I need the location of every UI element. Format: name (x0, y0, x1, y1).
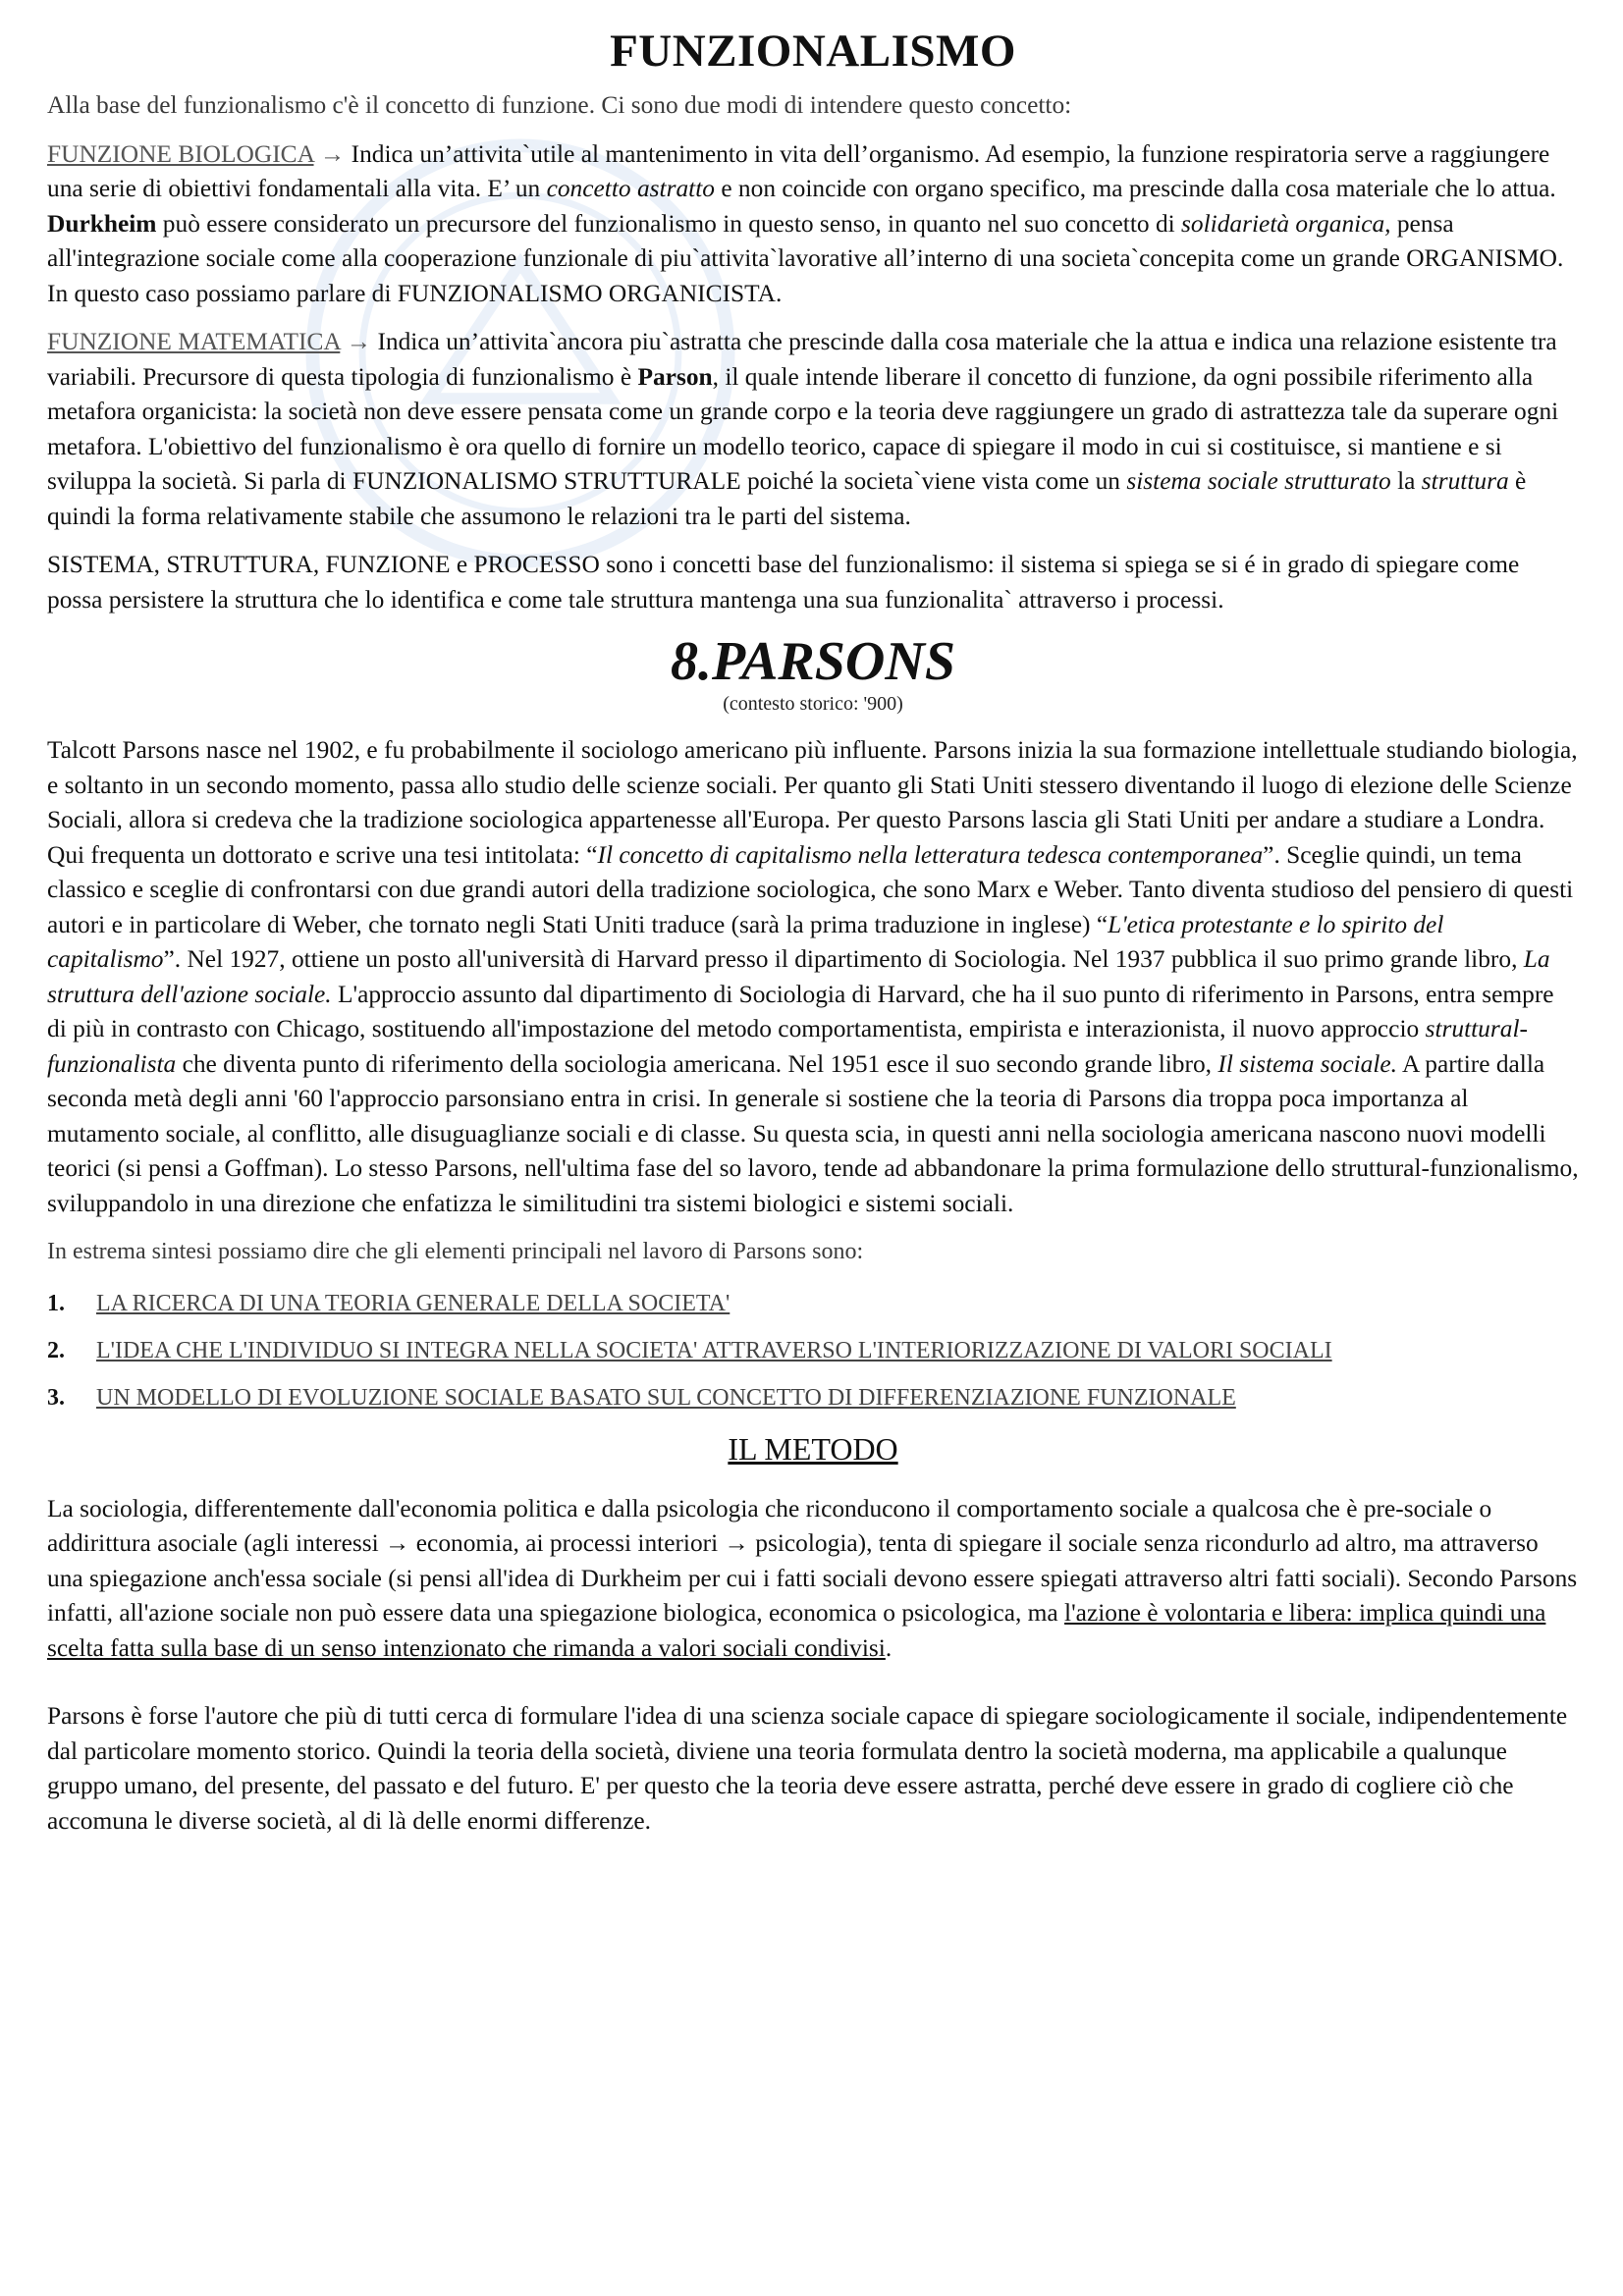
list-item-number: 1. (47, 1290, 65, 1316)
intro-paragraph: Alla base del funzionalismo c'è il concetto di funzione. Ci sono due modi di intendere questo concetto: (47, 91, 1072, 119)
list-item (47, 1335, 1579, 1367)
mathematical-function-paragraph: FUNZIONE MATEMATICA → Indica un’attivita`ancora piu`astratta che prescinde dalla cosa materiale che la attua e indica una relazione esistente tra variabili. Precursore di questa tipologia di funzionalismo è Parson, il quale intende liberare il concetto di funzione, da ogni possibile riferimento alla metafora organicista: la società non deve essere pensata come un grande corpo e la teoria deve raggiungere un grado di astrattezza tale da superare ogni metafora. L'obiettivo del funzionalismo è ora quello di fornire un modello teorico, capace di spiegare il modo in cui si costituisce, si mantiene e si sviluppa la società. Si parla di FUNZIONALISMO STRUTTURALE poiché la societa`viene vista come un sistema sociale strutturato la struttura è quindi la forma relativamente stabile che assumono le relazioni tra le parti del sistema. (47, 328, 1559, 530)
underlined-statement: l'azione è volontaria e libera: implica quindi una scelta fatta sulla base di un senso intenzionato che rimanda a valori sociali condivisi (47, 1599, 1546, 1662)
arrow-icon: → (319, 139, 346, 168)
durkheim-name: Durkheim (47, 209, 157, 238)
list-item-text: LA RICERCA DI UNA TEORIA GENERALE DELLA SOCIETA' (96, 1290, 730, 1316)
method-section-title: IL METODO (728, 1430, 898, 1467)
biological-function-label: FUNZIONE BIOLOGICA (47, 139, 314, 168)
chapter-subtitle: (contesto storico: '900) (723, 693, 903, 715)
elements-list (47, 1288, 1579, 1415)
method-paragraph-2: Parsons è forse l'autore che più di tutti cerca di formulare l'idea di una scienza sociale capace di spiegare sociologicamente il sociale, indipendentemente dal particolare momento storico. Quindi la teoria della società, diviene una teoria formulata dentro la società moderna, ma applicabile a qualunque gruppo umano, del presente, del passato e del futuro. E' per questo che la teoria deve essere astratta, perché deve essere in grado di cogliere ciò che accomuna le diverse società, al di là delle enormi differenze. (47, 1702, 1568, 1835)
list-item (47, 1288, 1579, 1320)
mathematical-function-label: FUNZIONE MATEMATICA (47, 328, 341, 355)
list-item-number: 3. (47, 1384, 65, 1411)
method-paragraph-1: La sociologia, differentemente dall'economia politica e dalla psicologia che riconducono il comportamento sociale a qualcosa che è pre-sociale o addirittura asociale (agli interessi → economia, ai processi interiori → psicologia), tenta di spiegare il sociale senza ricondurlo ad altro, ma attraverso una spiegazione anch'essa sociale (si pensi all'idea di Durkheim per cui i fatti sociali devono essere spiegati attraverso altri fatti sociali). Secondo Parsons infatti, all'azione sociale non può essere data una spiegazione biologica, economica o psicologica, ma l'azione è volontaria e libera: implica quindi una scelta fatta sulla base di un senso intenzionato che rimanda a valori sociali condivisi. (47, 1494, 1578, 1662)
spacer (47, 1666, 1579, 1699)
list-item (47, 1382, 1579, 1415)
parsons-bio-paragraph: Talcott Parsons nasce nel 1902, e fu probabilmente il sociologo americano più influente. Parsons inizia la sua formazione intellettuale studiando biologia, e soltanto in un secondo momento, passa allo studio delle scienze sociali. Per quanto gli Stati Uniti stessero diventando il luogo di elezione delle Scienze Sociali, allora si credeva che la tradizione sociologica appartenesse all'Europa. Per questo Parsons lascia gli Stati Uniti per andare a studiare a Londra. Qui frequenta un dottorato e scrive una tesi intitolata: “Il concetto di capitalismo nella letteratura tedesca contemporanea”. Sceglie quindi, un tema classico e sceglie di confrontarsi con due grandi autori della tradizione sociologica, che sono Marx e Weber. Tanto diventa studioso del pensiero di questi autori e in particolare di Weber, che tornato negli Stati Uniti traduce (sarà la prima traduzione in inglese) “L'etica protestante e lo spirito del capitalismo”. Nel 1927, ottiene un posto all'università di Harvard presso il dipartimento di Sociologia. Nel 1937 pubblica il suo primo grande libro, La struttura dell'azione sociale. L'approccio assunto dal dipartimento di Sociologia di Harvard, che ha il suo punto di riferimento in Parsons, entra sempre di più in contrasto con Chicago, sostituendo all'impostazione del metodo comportamentista, empirista e interazionista, il nuovo approccio struttural-funzionalista che diventa punto di riferimento della sociologia americana. Nel 1951 esce il suo secondo grande libro, Il sistema sociale. A partire dalla seconda metà degli anni '60 l'approccio parsonsiano entra in crisi. In generale si sostiene che la teoria di Parsons dia troppa poca importanza al mutamento sociale, al conflitto, alle disuguaglianze sociali e di classe. Su questa scia, in questi anni nella sociologia americana nascono nuovi modelli teorici (si pensi a Goffman). Lo stesso Parsons, nell'ultima fase del so lavoro, tende ad abbandonare la prima formulazione dello struttural-funzionalismo, sviluppandolo in una direzione che enfatizza le similitudini tra sistemi biologici e sistemi sociali. (47, 736, 1579, 1217)
list-item-text: UN MODELLO DI EVOLUZIONE SOCIALE BASATO SUL CONCETTO DI DIFFERENZIAZIONE FUNZIONALE (96, 1384, 1236, 1411)
page-title: FUNZIONALISMO (610, 26, 1016, 77)
concepts-paragraph: SISTEMA, STRUTTURA, FUNZIONE e PROCESSO sono i concetti base del funzionalismo: il sistema si spiega se si é in grado di spiegare come possa persistere la struttura che lo identifica e come tale struttura mantenga una sua funzionalita` attraverso i processi. (47, 551, 1520, 614)
arrow-icon: → (346, 328, 372, 355)
elements-intro: In estrema sintesi possiamo dire che gli elementi principali nel lavoro di Parsons sono: (47, 1239, 864, 1264)
list-item-number: 2. (47, 1337, 65, 1363)
chapter-title: 8.PARSONS (671, 631, 955, 692)
document-content (47, 22, 1579, 1839)
list-item-text: L'IDEA CHE L'INDIVIDUO SI INTEGRA NELLA SOCIETA' ATTRAVERSO L'INTERIORIZZAZIONE DI VALORI SOCIALI (96, 1337, 1332, 1363)
biological-function-paragraph: FUNZIONE BIOLOGICA → Indica un’attivita`utile al mantenimento in vita dell’organismo. Ad esempio, la funzione respiratoria serve a raggiungere una serie di obiettivi fondamentali alla vita. E’ un concetto astratto e non coincide con organo specifico, ma prescinde dalla cosa materiale che lo attua. Durkheim può essere considerato un precursore del funzionalismo in questo senso, in quanto nel suo concetto di solidarietà organica, pensa all'integrazione sociale come alla cooperazione funzionale di piu`attivita`lavorative all’interno di una societa`concepita come un grande ORGANISMO. In questo caso possiamo parlare di FUNZIONALISMO ORGANICISTA. (47, 139, 1564, 307)
parson-name: Parson (637, 362, 713, 391)
